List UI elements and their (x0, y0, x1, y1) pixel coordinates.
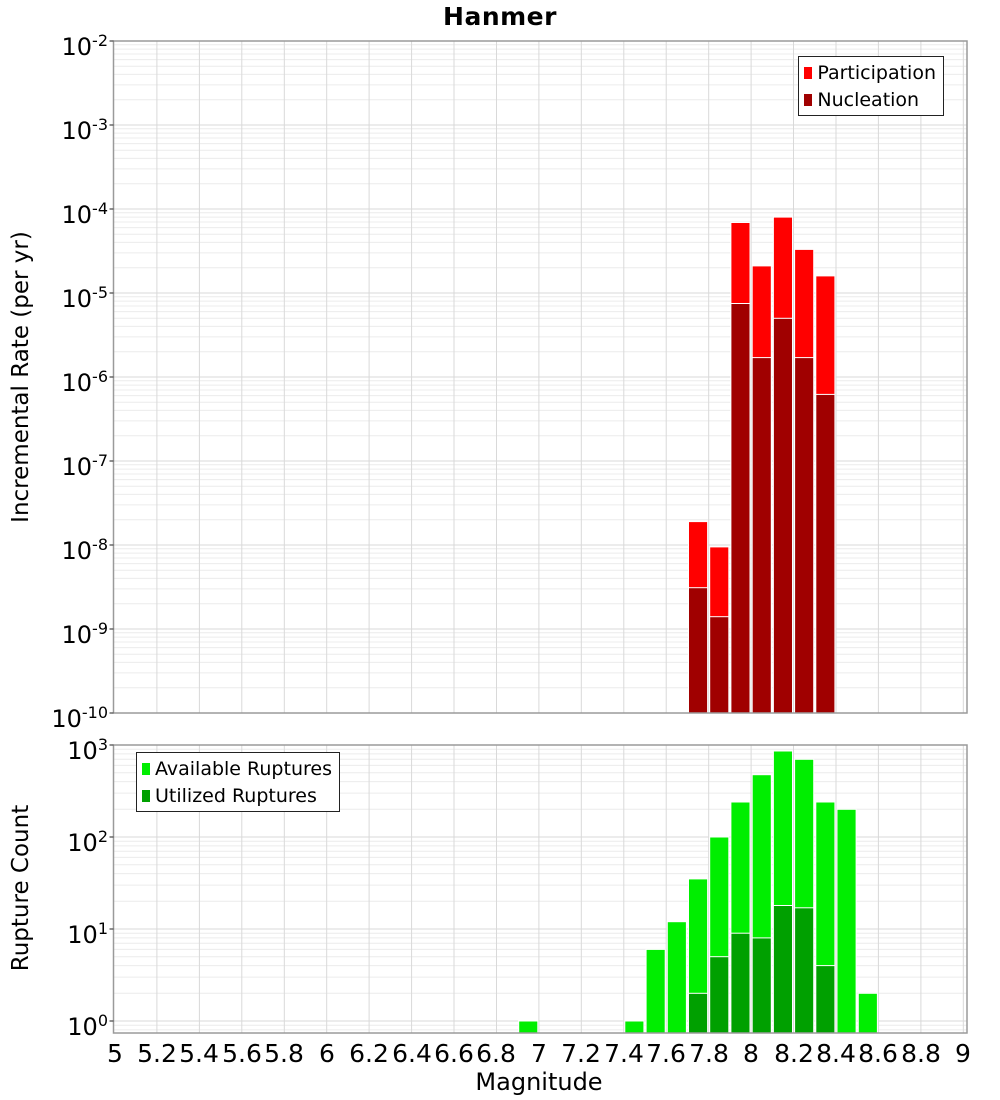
y-tick-label: $10^{-7}$ (61, 451, 108, 481)
utilized-ruptures-bar (795, 908, 814, 1033)
bottom-y-axis-label: Rupture Count (8, 804, 34, 972)
utilized-swatch (142, 790, 150, 802)
x-axis-label: Magnitude (475, 1068, 603, 1096)
x-tick-label: 8.2 (774, 1039, 814, 1068)
participation-label: Participation (817, 61, 936, 84)
utilized-ruptures-bar (710, 957, 729, 1033)
rate-plot-major-grid (114, 41, 968, 713)
utilized-ruptures-bar (752, 938, 771, 1033)
available-swatch (142, 763, 150, 775)
y-tick-label: $10^1$ (67, 919, 108, 949)
x-tick-label: 5.4 (179, 1039, 219, 1068)
x-tick-label: 9 (955, 1039, 971, 1068)
available-ruptures-bar (519, 1021, 538, 1033)
x-tick-label: 5.6 (222, 1039, 262, 1068)
available-ruptures-bar (646, 949, 665, 1033)
legend-item-participation (804, 59, 936, 86)
nucleation-swatch (804, 94, 812, 106)
available-ruptures-bar (625, 1021, 644, 1033)
x-tick-label: 8.6 (858, 1039, 898, 1068)
x-tick-label: 7.6 (646, 1039, 686, 1068)
participation-swatch (804, 67, 812, 79)
x-tick-label: 8 (743, 1039, 759, 1068)
x-tick-label: 6 (319, 1039, 335, 1068)
nucleation-bar (795, 358, 814, 713)
available-ruptures-bar (667, 922, 686, 1033)
legend-count (136, 752, 340, 812)
nucleation-bar (689, 588, 708, 713)
y-tick-label: $10^{-2}$ (61, 31, 108, 61)
chart-title: Hanmer (443, 2, 557, 31)
x-tick-label: 5 (107, 1039, 123, 1068)
nucleation-bar (773, 318, 792, 713)
utilized-label: Utilized Ruptures (155, 784, 317, 807)
y-tick-label: $10^{-9}$ (61, 619, 108, 649)
nucleation-bar (816, 394, 835, 713)
x-tick-label: 5.8 (264, 1039, 304, 1068)
x-tick-label: 8.4 (816, 1039, 856, 1068)
nucleation-bar (752, 358, 771, 713)
y-tick-label: $10^{-4}$ (61, 199, 108, 229)
y-tick-label: $10^{-8}$ (61, 535, 108, 565)
x-tick-label: 7.8 (689, 1039, 729, 1068)
y-tick-label: $10^{-6}$ (61, 367, 108, 397)
available-ruptures-bar (837, 809, 856, 1033)
x-tick-label: 5.2 (137, 1039, 177, 1068)
utilized-ruptures-bar (731, 933, 750, 1033)
legend-rate (798, 56, 944, 116)
available-ruptures-bar (858, 993, 877, 1033)
y-tick-label: $10^3$ (67, 735, 108, 765)
rate-plot (110, 41, 968, 713)
nucleation-bar (731, 304, 750, 714)
y-tick-label: $10^0$ (67, 1011, 108, 1041)
x-tick-label: 7.2 (561, 1039, 601, 1068)
top-y-axis-label: Incremental Rate (per yr) (8, 231, 34, 523)
available-label: Available Ruptures (155, 757, 332, 780)
x-tick-label: 6.8 (476, 1039, 516, 1068)
x-tick-label: 7 (531, 1039, 547, 1068)
x-tick-label: 6.2 (349, 1039, 389, 1068)
nucleation-bar (710, 617, 729, 713)
x-tick-label: 8.8 (901, 1039, 941, 1068)
legend-item-nucleation (804, 86, 936, 113)
y-tick-label: $10^{-5}$ (61, 283, 108, 313)
x-tick-label: 6.6 (434, 1039, 474, 1068)
y-tick-label: $10^2$ (67, 827, 108, 857)
y-tick-label: $10^{-3}$ (61, 115, 108, 145)
legend-item-utilized (142, 782, 332, 809)
nucleation-label: Nucleation (817, 88, 920, 111)
legend-item-available (142, 755, 332, 782)
nucleation-bars (689, 304, 835, 714)
y-tick-label: $10^{-10}$ (51, 703, 108, 733)
utilized-ruptures-bar (816, 966, 835, 1033)
utilized-ruptures-bar (689, 993, 708, 1033)
x-tick-label: 7.4 (604, 1039, 644, 1068)
x-tick-label: 6.4 (392, 1039, 432, 1068)
utilized-ruptures-bar (773, 906, 792, 1034)
